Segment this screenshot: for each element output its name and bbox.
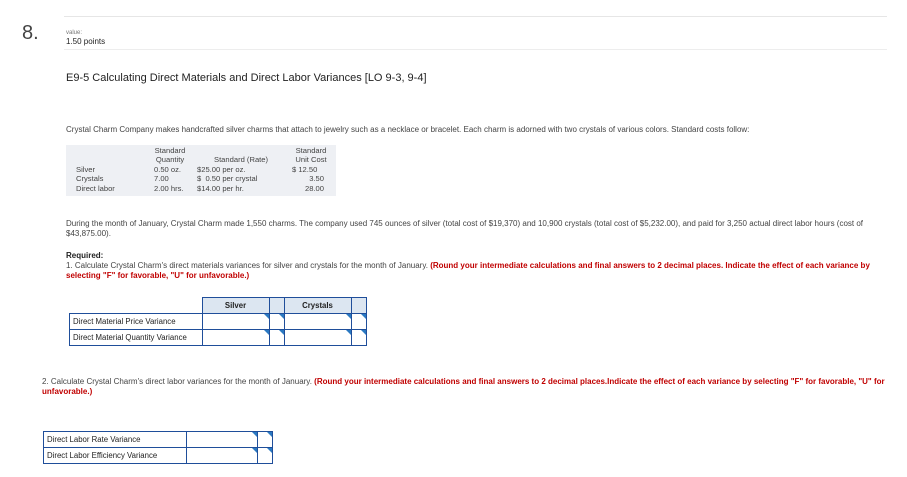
labor-rate-variance-effect-field[interactable] — [258, 432, 272, 447]
labor-efficiency-variance-field[interactable] — [187, 448, 257, 463]
silver-quantity-variance-effect-field[interactable] — [270, 330, 284, 345]
requirement-1 — [66, 261, 886, 281]
requirement-2-instruction: (Round your intermediate calculations and final answers to 2 decimal places.Indicate the effect of each variance by selecting "F" for favorable, "U" for unfavorable.) — [42, 377, 885, 396]
silver-unit-cost: $ 12.50 — [292, 165, 318, 174]
table-row — [70, 313, 367, 329]
requirement-2 — [42, 377, 902, 397]
rate-header: Standard (Rate) — [214, 155, 269, 164]
intro-text: Crystal Charm Company makes handcrafted silver charms that attach to jewelry such as a necklace or bracelet. Each charm is adorned with two crystals of various colors. Standard costs follow: — [66, 125, 750, 134]
labor-rate-variance-field[interactable] — [187, 432, 257, 447]
silver-price-variance-effect-field[interactable] — [270, 314, 284, 329]
row-label-silver: Silver — [76, 165, 95, 174]
question-number: 8. — [22, 22, 39, 44]
top-divider — [64, 16, 887, 17]
crystals-quantity: 7.00 — [154, 174, 169, 183]
column-header-crystals: Crystals — [284, 298, 351, 314]
row-label-efficiency-variance: Direct Labor Efficiency Variance — [44, 448, 187, 464]
labor-efficiency-variance-effect[interactable] — [258, 448, 273, 464]
crystals-price-variance-field[interactable] — [285, 314, 351, 329]
table-row — [44, 432, 273, 448]
unit-cost-header-line1: Standard — [295, 146, 327, 155]
requirement-1-instruction: (Round your intermediate calculations and final answers to 2 decimal places. Indicate the effect of each variance by selecting "F" for favorable, "U" for unfavorable.) — [66, 261, 870, 280]
silver-quantity-variance-field[interactable] — [203, 330, 269, 345]
crystals-quantity-variance-input[interactable] — [284, 329, 351, 345]
table-row — [44, 448, 273, 464]
silver-quantity: 0.50 oz. — [154, 165, 182, 174]
crystals-price-variance-input[interactable] — [284, 313, 351, 329]
crystals-quantity-variance-effect-field[interactable] — [352, 330, 366, 345]
silver-price-variance-input[interactable] — [202, 313, 269, 329]
silver-price-variance-field[interactable] — [203, 314, 269, 329]
problem-title: E9-5 Calculating Direct Materials and Direct Labor Variances [LO 9-3, 9-4] — [66, 72, 427, 84]
labor-variance-table — [43, 431, 273, 464]
crystals-price-variance-effect[interactable] — [351, 313, 366, 329]
value-label: value: — [66, 30, 83, 36]
required-label: Required: — [66, 251, 104, 260]
requirement-1-text: 1. Calculate Crystal Charm's direct materials variances for silver and crystals for the month of January. — [66, 261, 428, 270]
row-label-price-variance: Direct Material Price Variance — [70, 313, 203, 329]
silver-quantity-variance-input[interactable] — [202, 329, 269, 345]
row-label-rate-variance: Direct Labor Rate Variance — [44, 432, 187, 448]
crystals-price-variance-effect-field[interactable] — [352, 314, 366, 329]
labor-quantity: 2.00 hrs. — [154, 184, 184, 193]
labor-unit-cost: 28.00 — [304, 184, 324, 193]
silver-rate: $25.00 per oz. — [197, 165, 246, 174]
crystals-quantity-variance-effect[interactable] — [351, 329, 366, 345]
crystals-quantity-variance-field[interactable] — [285, 330, 351, 345]
quantity-header-line1: Standard — [154, 146, 186, 155]
january-activity-paragraph: During the month of January, Crystal Charm made 1,550 charms. The company used 745 ounces of silver (total cost of $19,370) and 10,900 crystals (total cost of $5,232.00), and paid for 3,250 actual direct labor hours (cost of $43,875.00). — [66, 219, 864, 238]
labor-rate-variance-input[interactable] — [187, 432, 258, 448]
labor-efficiency-variance-effect-field[interactable] — [258, 448, 272, 463]
points-value: 1.50 points — [66, 37, 106, 46]
row-label-crystals: Crystals — [76, 174, 104, 183]
labor-rate-variance-effect[interactable] — [258, 432, 273, 448]
quantity-header-line2: Quantity — [155, 155, 185, 164]
table-row — [70, 329, 367, 345]
labor-efficiency-variance-input[interactable] — [187, 448, 258, 464]
column-header-silver: Silver — [202, 298, 269, 314]
labor-rate: $14.00 per hr. — [197, 184, 244, 193]
silver-price-variance-effect[interactable] — [269, 313, 284, 329]
unit-cost-header-line2: Unit Cost — [295, 155, 327, 164]
crystals-unit-cost: 3.50 — [309, 174, 324, 183]
row-label-direct-labor: Direct labor — [76, 184, 115, 193]
row-label-quantity-variance: Direct Material Quantity Variance — [70, 329, 203, 345]
requirement-2-text: 2. Calculate Crystal Charm's direct labor variances for the month of January. — [42, 377, 312, 386]
standard-costs-table — [66, 145, 336, 196]
silver-quantity-variance-effect[interactable] — [269, 329, 284, 345]
header-divider — [64, 49, 887, 50]
materials-variance-table — [69, 297, 367, 346]
crystals-rate: $ 0.50 per crystal — [197, 174, 258, 183]
